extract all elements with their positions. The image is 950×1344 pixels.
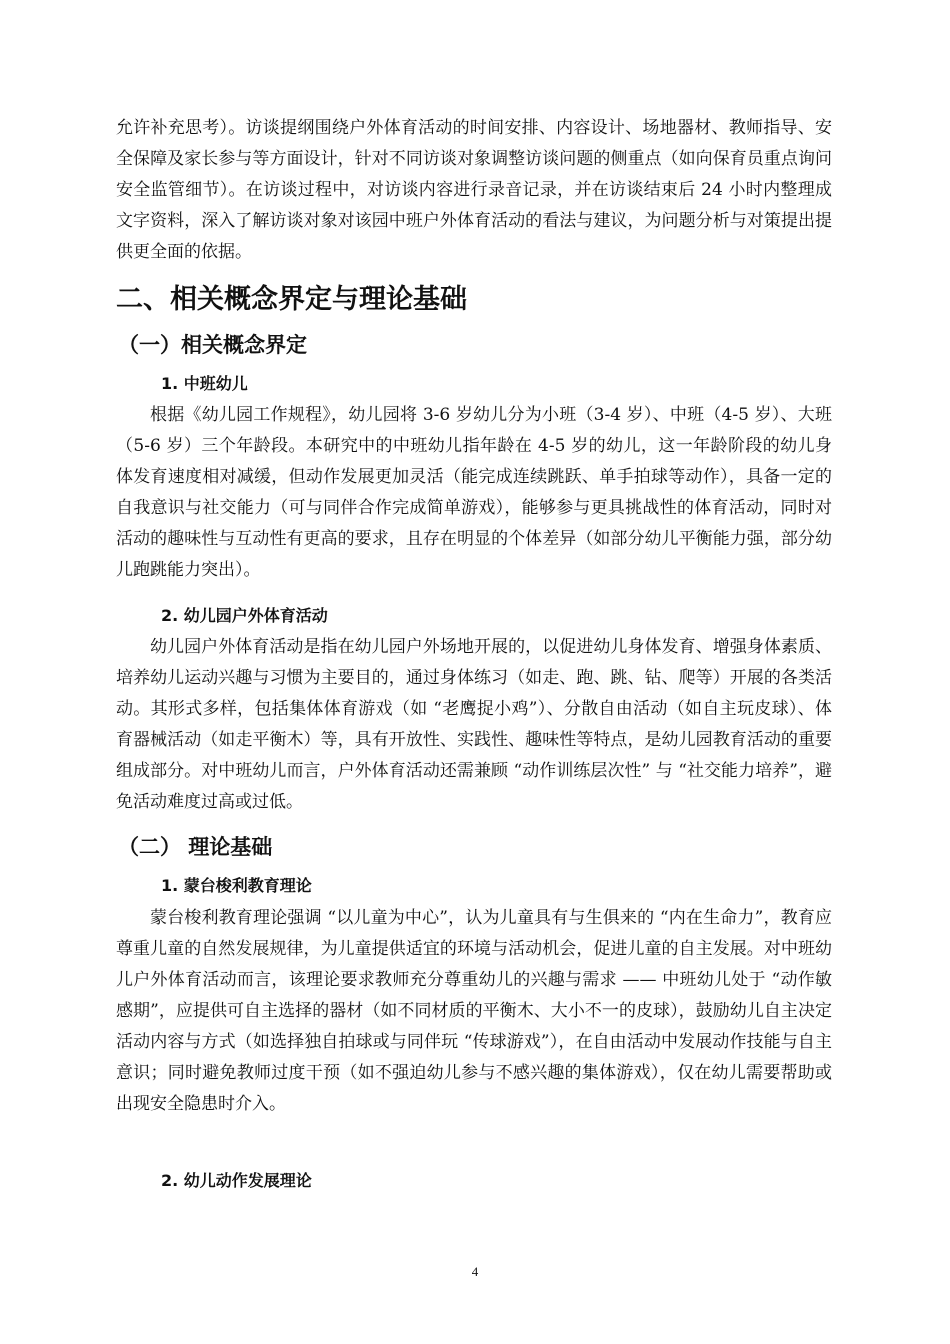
item-heading-zhongban: 1. 中班幼儿	[161, 374, 248, 393]
section-heading-concepts-theory: 二、相关概念界定与理论基础	[116, 284, 467, 315]
intro-paragraph: 允许补充思考）。访谈提纲围绕户外体育活动的时间安排、内容设计、场地器材、教师指导、安全保障及家长参与等方面设计，针对不同访谈对象调整访谈问题的侧重点（如向保育员重点询问安全监管细节）。在访谈过程中，对访谈内容进行录音记录，并在访谈结束后 24 小时内整理成文字资料，深入了解访谈对象对该园中班户外体育活动的看法与建议，为问题分析与对策提出提供更全面的依据。	[116, 118, 832, 262]
outdoor-pe-paragraph: 幼儿园户外体育活动是指在幼儿园户外场地开展的，以促进幼儿身体发育、增强身体素质、培养幼儿运动兴趣与习惯为主要目的，通过身体练习（如走、跑、跳、钻、爬等）开展的各类活动。其形式多样，包括集体体育游戏（如 “老鹰捉小鸡”）、分散自由活动（如自主玩皮球）、体育器械活动（如走平衡木）等，具有开放性、实践性、趣味性等特点，是幼儿园教育活动的重要组成部分。对中班幼儿而言，户外体育活动还需兼顾 “动作训练层次性” 与 “社交能力培养”，避免活动难度过高或过低。	[116, 637, 832, 812]
zhongban-paragraph: 根据《幼儿园工作规程》，幼儿园将 3-6 岁幼儿分为小班（3-4 岁）、中班（4-5 岁）、大班（5-6 岁）三个年龄段。本研究中的中班幼儿指年龄在 4-5 岁的幼儿，这一年龄阶段的幼儿身体发育速度相对减缓，但动作发展更加灵活（能完成连续跳跃、单手拍球等动作），具备一定的自我意识与社交能力（可与同伴合作完成简单游戏），能够参与更具挑战性的体育活动，同时对活动的趣味性与互动性有更高的要求，且存在明显的个体差异（如部分幼儿平衡能力强，部分幼儿跑跳能力突出）。	[116, 405, 832, 580]
page-number: 4	[471, 1264, 479, 1279]
item-heading-montessori: 1. 蒙台梭利教育理论	[161, 876, 312, 895]
item-heading-motor-development: 2. 幼儿动作发展理论	[161, 1171, 312, 1190]
montessori-paragraph: 蒙台梭利教育理论强调 “以儿童为中心”，认为儿童具有与生俱来的 “内在生命力”，教育应尊重儿童的自然发展规律，为儿童提供适宜的环境与活动机会，促进儿童的自主发展。对中班幼儿户外体育活动而言，该理论要求教师充分尊重幼儿的兴趣与需求 —— 中班幼儿处于 “动作敏感期”，应提供可自主选择的器材（如不同材质的平衡木、大小不一的皮球），鼓励幼儿自主决定活动内容与方式（如选择独自拍球或与同伴玩 “传球游戏”），在自由活动中发展动作技能与自主意识；同时避免教师过度干预（如不强迫幼儿参与不感兴趣的集体游戏），仅在幼儿需要帮助或出现安全隐患时介入。	[116, 908, 832, 1114]
item-heading-outdoor-pe: 2. 幼儿园户外体育活动	[161, 606, 328, 625]
subsection-heading-concepts: （一）相关概念界定	[118, 333, 307, 357]
subsection-heading-theory: （二） 理论基础	[118, 835, 273, 859]
